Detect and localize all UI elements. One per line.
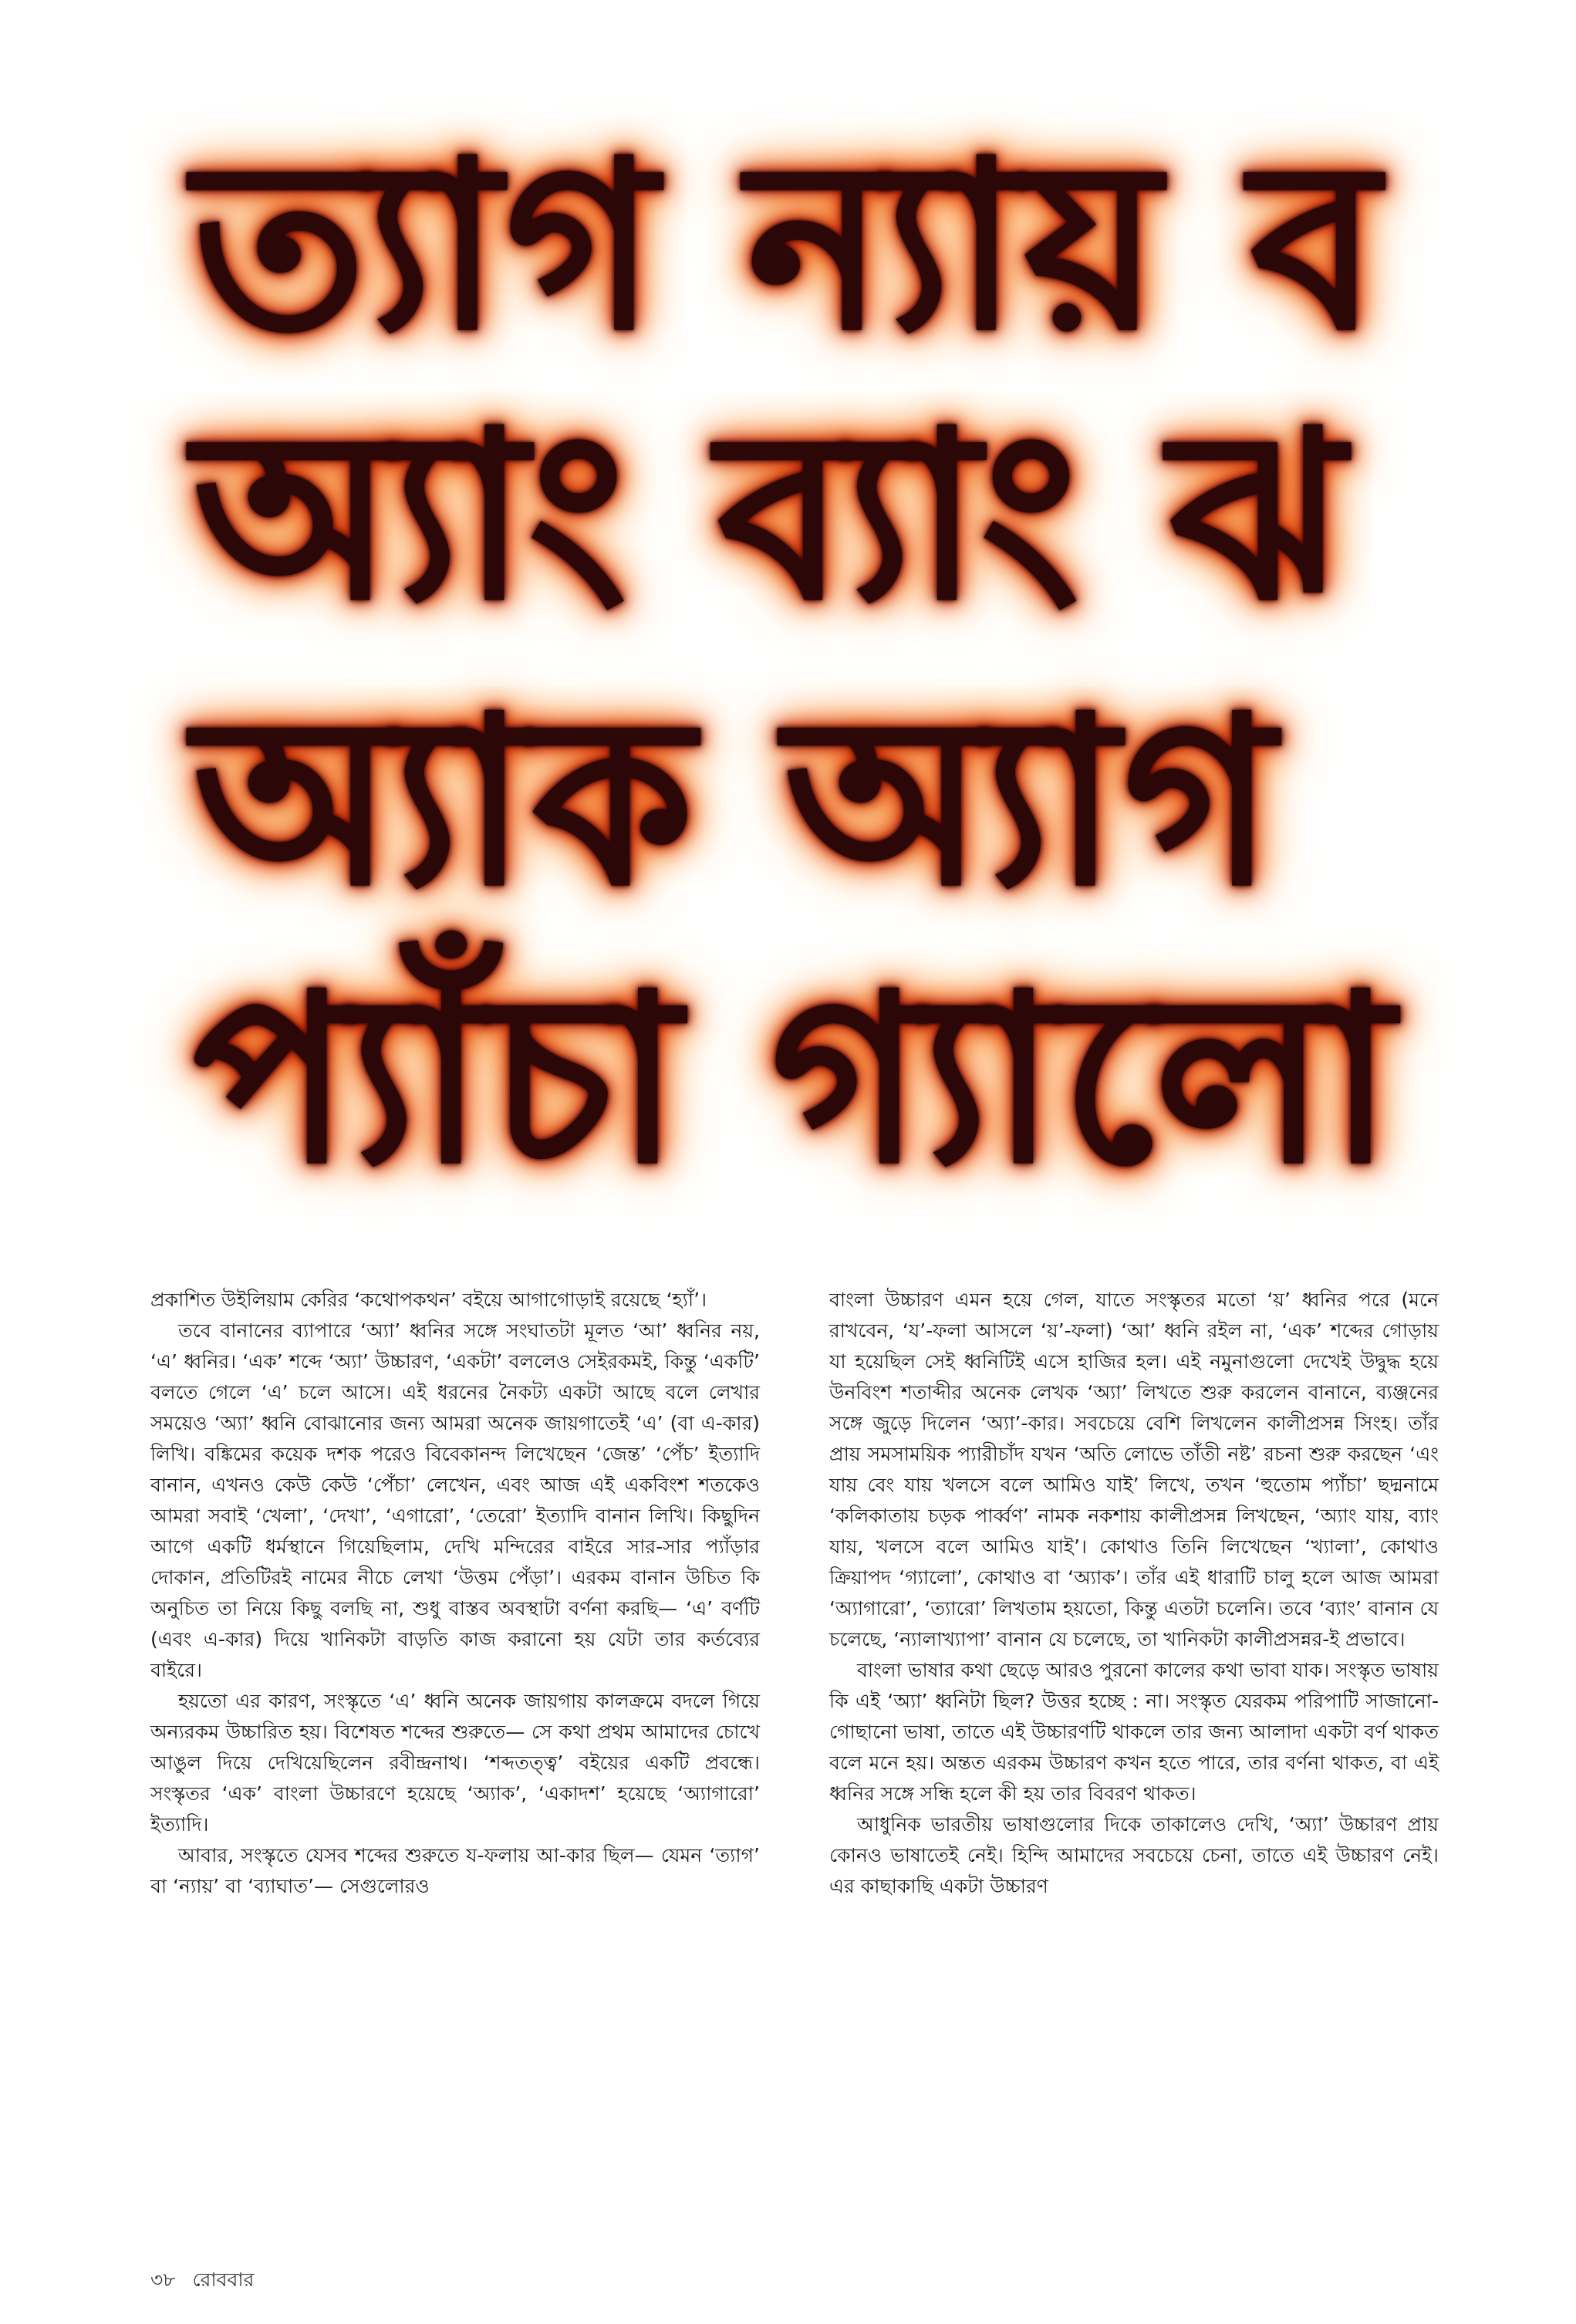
paragraph: হয়তো এর কারণ, সংস্কৃতে ‘এ’ ধ্বনি অনেক জায়গায় কালক্রমে বদলে গিয়ে অন্যরকম উচ্চারিত হয়। বিশেষত শব্দের শুরুতে— সে কথা প্রথম আমাদের চোখে আঙুল দিয়ে দেখিয়েছিলেন রবীন্দ্রনাথ। ‘শব্দতত্ত্ব’ বইয়ের একটি প্রবন্ধে। সংস্কৃতর ‘এক’ বাংলা উচ্চারণে হয়েছে ‘অ্যাক’, ‘একাদশ’ হয়েছে ‘অ্যাগারো’ ইত্যাদি। — [150, 1690, 760, 1836]
page-footer — [150, 2265, 265, 2298]
paragraph: বাংলা ভাষার কথা ছেড়ে আরও পুরনো কালের কথা ভাবা যাক। সংস্কৃত ভাষায় কি এই ‘অ্যা’ ধ্বনিটা ছিল? উত্তর হচ্ছে : না। সংস্কৃত যেরকম পরিপাটি সাজানো-গোছানো ভাষা, তাতে এই উচ্চারণটি থাকলে তার জন্য আলাদা একটা বর্ণ থাকত বলে মনে হয়। অন্তত এরকম উচ্চারণ কখন হতে পারে, তার বর্ণনা থাকত, বা এই ধ্বনির সঙ্গে সন্ধি হলে কী হয় তার বিবরণ থাকত। — [829, 1659, 1439, 1805]
hero-line-1: ত্যাগ ন্যায় ব — [193, 112, 1384, 381]
paragraph: প্রকাশিত উইলিয়াম কেরির ‘কথোপকথন’ বইয়ে আগাগোড়াই রয়েছে ‘হ্যাঁ’। — [150, 1289, 707, 1311]
hero-line-4: প্যাঁচা গ্যালো — [193, 945, 1399, 1214]
paragraph: আধুনিক ভারতীয় ভাষাগুলোর দিকে তাকালেও দেখি, ‘অ্যা’ উচ্চারণ প্রায় কোনও ভাষাতেই নেই। হিন্দি আমাদের সবচেয়ে চেনা, তাতে এই উচ্চারণ নেই। এর কাছাকাছি একটা উচ্চারণ — [829, 1813, 1439, 1897]
hero-line-3: অ্যাক অ্যাগ — [193, 667, 1280, 937]
hero-line-2: অ্যাং ব্যাং ঝ — [193, 382, 1349, 651]
paragraph: তবে বানানের ব্যাপারে ‘অ্যা’ ধ্বনির সঙ্গে সংঘাতটা মূলত ‘আ’ ধ্বনির নয়, ‘এ’ ধ্বনির। ‘এক’ শব্দে ‘অ্যা’ উচ্চারণ, ‘একটা’ বললেও সেইরকমই, কিন্তু ‘একটি’ বলতে গেলে ‘এ’ চলে আসে। এই ধরনের নৈকট্য একটা আছে বলে লেখার সময়েও ‘অ্যা’ ধ্বনি বোঝানোর জন্য আমরা অনেক জায়গাতেই ‘এ’ (বা এ-কার) লিখি। বঙ্কিমের কয়েক দশক পরেও বিবেকানন্দ লিখেছেন ‘জেন্ত’ ‘পেঁচ’ ইত্যাদি বানান, এখনও কেউ কেউ ‘পেঁচা’ লেখেন, এবং আজ এই একবিংশ শতকেও আমরা সবাই ‘খেলা’, ‘দেখা’, ‘এগারো’, ‘তেরো’ ইত্যাদি বানান লিখি। কিছুদিন আগে একটি ধর্মস্থানে গিয়েছিলাম, দেখি মন্দিরের বাইরে সার-সার প্যাঁড়ার দোকান, প্রতিটিরই নামের নীচে লেখা ‘উত্তম পেঁড়া’। এরকম বানান উচিত কি অনুচিত তা নিয়ে কিছু বলছি না, শুধু বাস্তব অবস্থাটা বর্ণনা করছি— ‘এ’ বর্ণটি (এবং এ-কার) দিয়ে খানিকটা বাড়তি কাজ করানো হয় যেটা তার কর্তব্যের বাইরে। — [150, 1319, 761, 1681]
publication-name: রোববার — [192, 2268, 255, 2291]
article-column-right — [829, 1285, 1439, 1902]
page-number: ৩৮ — [150, 2268, 176, 2291]
paragraph: আবার, সংস্কৃতে যেসব শব্দের শুরুতে য-ফলায় আ-কার ছিল— যেমন ‘ত্যাগ’ বা ‘ন্যায়’ বা ‘ব্যাঘাত’— সেগুলোরও — [150, 1844, 760, 1897]
article-column-left — [150, 1285, 760, 1902]
paragraph: বাংলা উচ্চারণ এমন হয়ে গেল, যাতে সংস্কৃতর মতো ‘য়’ ধ্বনির পরে (মনে রাখবেন, ‘য’-ফলা আসলে ‘য়’-ফলা) ‘আ’ ধ্বনি রইল না, ‘এক’ শব্দের গোড়ায় যা হয়েছিল সেই ধ্বনিটিই এসে হাজির হল। এই নমুনাগুলো দেখেই উদ্বুদ্ধ হয়ে উনবিংশ শতাব্দীর অনেক লেখক ‘অ্যা’ লিখতে শুরু করলেন বানানে, ব্যঞ্জনের সঙ্গে জুড়ে দিলেন ‘অ্যা’-কার। সবচেয়ে বেশি লিখলেন কালীপ্রসন্ন সিংহ। তাঁর প্রায় সমসাময়িক প্যারীচাঁদ যখন ‘অতি লোভে তাঁতী নষ্ট’ রচনা শুরু করছেন ‘এং যায় বেং যায় খলসে বলে আমিও যাই’ লিখে, তখন ‘হুতোম প্যাঁচা’ ছদ্মনামে ‘কলিকাতায় চড়ক পার্ব্বণ’ নামক নকশায় কালীপ্রসন্ন লিখছেন, ‘অ্যাং যায়, ব্যাং যায়, খলসে বলে আমিও যাই’। কোথাও তিনি লিখেছেন ‘খ্যালা’, কোথাও ক্রিয়াপদ ‘গ্যালো’, কোথাও বা ‘অ্যাক’। তাঁর এই ধারাটি চালু হলে আজ আমরা ‘অ্যাগারো’, ‘ত্যারো’ লিখতাম হয়তো, কিন্তু এতটা চলেনি। তবে ‘ব্যাং’ বানান যে চলেছে, ‘ন্যালাখ্যাপা’ বানান যে চলেছে, তা খানিকটা কালীপ্রসন্নর-ই প্রভাবে। — [829, 1289, 1439, 1650]
